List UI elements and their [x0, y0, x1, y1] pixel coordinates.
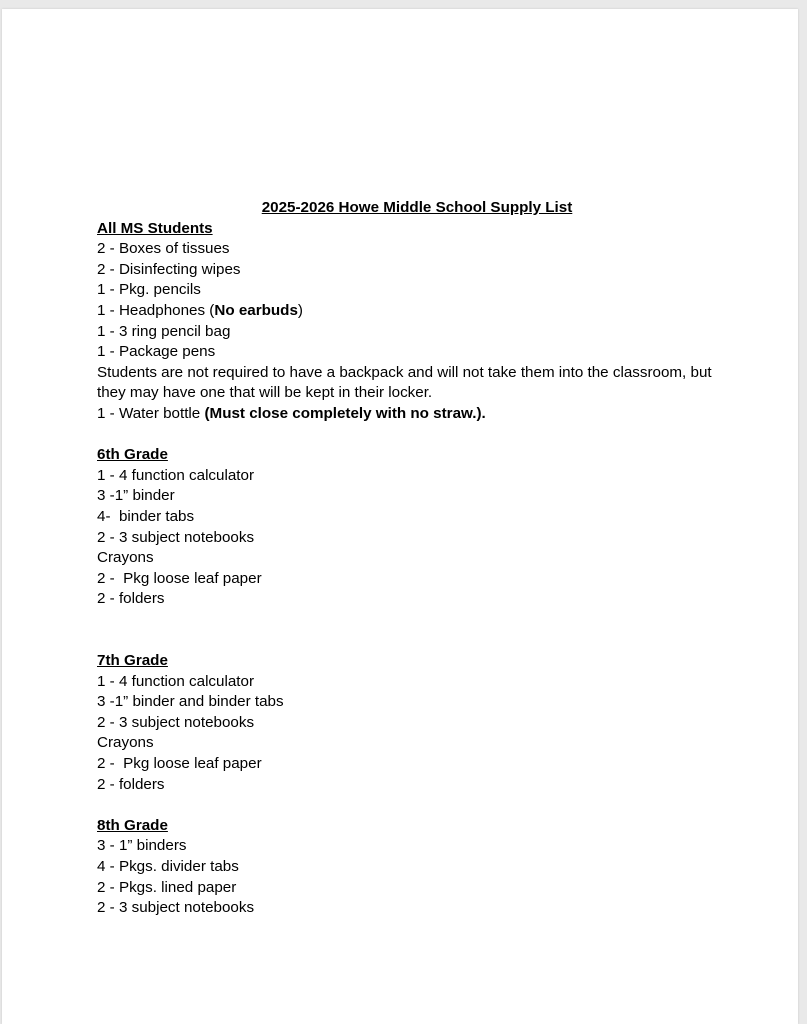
list-item: 1 - 4 function calculator: [97, 672, 255, 690]
list-item-headphones: [97, 301, 737, 322]
list-item: 3 -1” binder and binder tabs: [97, 693, 284, 711]
list-item: Crayons: [97, 734, 154, 752]
list-item: 3 - 1” binders: [97, 837, 187, 855]
headphones-suffix: ): [297, 301, 303, 319]
document-body: [97, 198, 737, 919]
spacer: [97, 425, 737, 446]
section-heading-all-ms: All MS Students: [97, 219, 213, 237]
list-item: 2 - Pkgs. lined paper: [97, 878, 237, 896]
list-item: 2 - folders: [97, 590, 165, 608]
list-item: 1 - Package pens: [97, 343, 216, 361]
section-heading-7th-grade: 7th Grade: [97, 652, 168, 670]
headphones-text: 1 - Headphones (: [97, 301, 215, 319]
section-heading-6th-grade: 6th Grade: [97, 446, 168, 464]
list-item: 1 - Pkg. pencils: [97, 281, 201, 299]
document-title: 2025-2026 Howe Middle School Supply List: [261, 199, 573, 216]
section-heading-8th-grade: 8th Grade: [97, 816, 168, 834]
list-item: 1 - 3 ring pencil bag: [97, 322, 231, 340]
list-item: 4 - Pkgs. divider tabs: [97, 858, 239, 875]
backpack-note: Students are not required to have a backpack and will not take them into the classroom, but they may have one that will be kept in their locker.: [97, 363, 712, 402]
list-item: 2 - Pkg loose leaf paper: [97, 569, 262, 587]
headphones-note: No earbuds: [214, 301, 298, 319]
list-item: 2 - 3 subject notebooks: [97, 713, 255, 731]
list-item: 2 - Pkg loose leaf paper: [97, 755, 262, 773]
list-item: 1 - 4 function calculator: [97, 466, 255, 484]
list-item: 3 -1” binder: [97, 487, 175, 505]
list-item: 2 - folders: [97, 775, 165, 793]
water-bottle-note: (Must close completely with no straw.).: [204, 404, 486, 422]
spacer: [97, 795, 737, 816]
list-item: 2 - Disinfecting wipes: [97, 260, 241, 278]
list-item: Crayons: [97, 549, 154, 567]
list-item-water-bottle: [97, 404, 737, 425]
list-item: 2 - 3 subject notebooks: [97, 899, 255, 917]
spacer: [97, 610, 737, 651]
document-page: [2, 9, 798, 1024]
water-bottle-text: 1 - Water bottle: [97, 404, 205, 422]
list-item: 2 - 3 subject notebooks: [97, 528, 255, 546]
list-item: 4- binder tabs: [97, 507, 195, 525]
list-item: 2 - Boxes of tissues: [97, 240, 230, 258]
